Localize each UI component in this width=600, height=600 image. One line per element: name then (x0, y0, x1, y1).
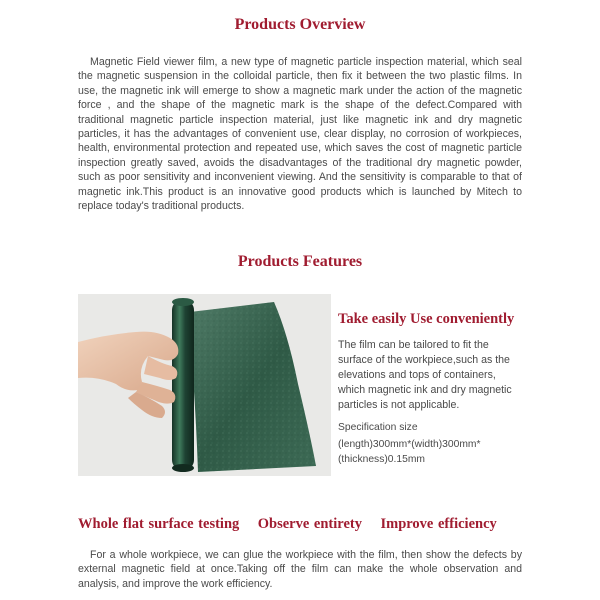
feature-heading: Take easily Use conveniently (338, 311, 515, 327)
feature-paragraph: The film can be tailored to fit the surface of the workpiece,such as the elevations and tops of containers, which magnetic ink and dry magnetic particles is not applicable. (338, 339, 512, 411)
magnetic-film-roll-photo (78, 294, 331, 476)
features-title: Products Features (237, 253, 363, 270)
overview-title: Products Overview (234, 16, 366, 33)
overview-paragraph: Magnetic Field viewer film, a new type of magnetic particle inspection material, which seal the magnetic suspension in the colloidal particle, then fix it between the two plastic films. In use, the magnetic ink will emerge to show a magnetic mark under the action of the magnetic force , and the shape of the magnetic mark is the shape of the defect.Compared with traditional magnetic particle inspection material, just like magnetic ink and dry magnetic particles, it has the advantages of convenient use, clear display, no corrosion of workpieces, health, environmental protection and repeated use, which saves the cost of magnetic particle inspection greatly saved, avoids the disadvantages of the traditional dry magnetic powder, such as poor sensitivity and inconvenient viewing. And the sensitivity is comparable to that of magnetic ink.This product is an innovative good products which is launched by Mitech to replace today's traditional products. (78, 56, 522, 213)
specification-values: (length)300mm*(width)300mm*(thickness)0.15mm (338, 439, 481, 465)
specification-title: Specification size (338, 422, 418, 433)
whole-surface-paragraph: For a whole workpiece, we can glue the workpiece with the film, then show the defects by external magnetic field at once.Taking off the film can make the whole observation and analysis, and improve the work efficiency. (78, 549, 522, 590)
whole-surface-heading: Whole flat surface testing Observe entirety Improve efficiency (78, 516, 497, 532)
